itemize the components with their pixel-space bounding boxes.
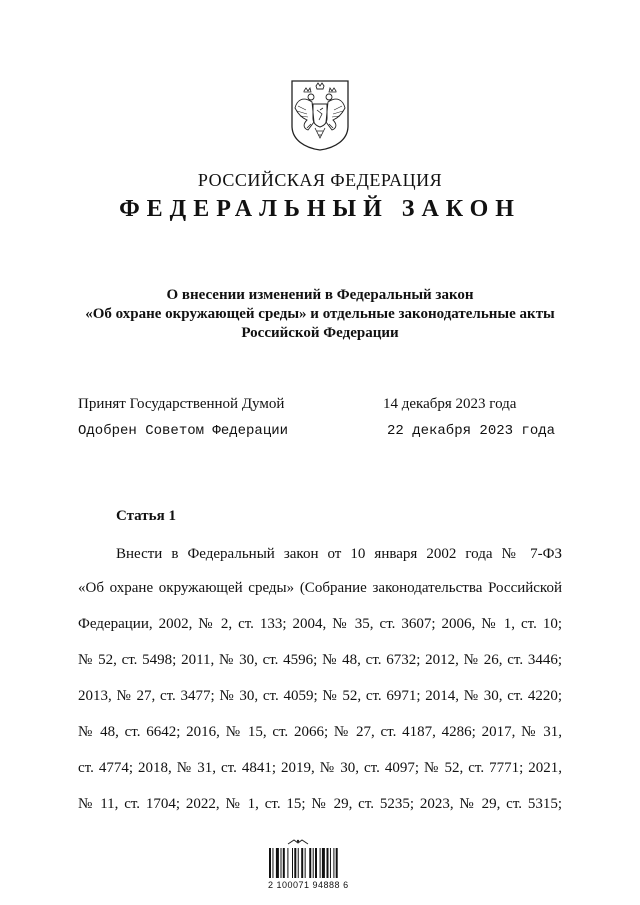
barcode-bar bbox=[327, 848, 329, 878]
barcode-bar bbox=[281, 848, 282, 878]
barcode-bar bbox=[269, 848, 271, 878]
barcode-bar bbox=[287, 848, 288, 878]
duma-adoption-date: 14 декабря 2023 года bbox=[383, 396, 517, 412]
barcode-bar bbox=[309, 848, 311, 878]
article-text-line: 2013, № 27, ст. 3477; № 30, ст. 4059; № 52, ст. 6971; 2014, № 30, ст. 4220; bbox=[78, 688, 562, 704]
barcode-icon bbox=[268, 848, 370, 878]
barcode-bar bbox=[294, 848, 296, 878]
duma-adoption-label: Принят Государственной Думой bbox=[78, 396, 285, 412]
barcode-bar bbox=[298, 848, 299, 878]
barcode-bar bbox=[292, 848, 293, 878]
article-heading: Статья 1 bbox=[116, 508, 176, 524]
council-approval-label: Одобрен Советом Федерации bbox=[78, 423, 289, 439]
barcode-bar bbox=[283, 848, 285, 878]
country-name: РОССИЙСКАЯ ФЕДЕРАЦИЯ bbox=[197, 170, 443, 190]
law-subject-line: «Об охране окружающей среды» и отдельные законодательные акты bbox=[85, 306, 555, 322]
barcode-bar bbox=[330, 848, 331, 878]
law-subject-line: Российской Федерации bbox=[241, 325, 399, 341]
article-text-line: ст. 4774; 2018, № 31, ст. 4841; 2019, № 30, ст. 4097; № 52, ст. 7771; 2021, bbox=[78, 760, 562, 776]
law-subject-line: О внесении изменений в Федеральный закон bbox=[166, 287, 474, 303]
article-text-line: № 11, ст. 1704; 2022, № 1, ст. 15; № 29, ст. 5235; 2023, № 29, ст. 5315; bbox=[78, 796, 562, 812]
article-text-line: Федерации, 2002, № 2, ст. 133; 2004, № 35, ст. 3607; 2006, № 1, ст. 10; bbox=[78, 616, 562, 632]
article-text-line: «Об охране окружающей среды» (Собрание законодательства Российской bbox=[78, 580, 562, 596]
barcode-bar bbox=[301, 848, 303, 878]
article-text-line: № 48, ст. 6642; 2016, № 15, ст. 2066; № 27, ст. 4187, 4286; 2017, № 31, bbox=[78, 724, 562, 740]
law-subject bbox=[60, 286, 580, 343]
article-text-line: № 52, ст. 5498; 2011, № 30, ст. 4596; № 48, ст. 6732; 2012, № 26, ст. 3446; bbox=[78, 652, 562, 668]
barcode-bar bbox=[305, 848, 306, 878]
barcode-bar bbox=[320, 848, 321, 878]
barcode-bar bbox=[276, 848, 279, 878]
barcode-block bbox=[268, 838, 370, 894]
barcode-bar bbox=[315, 848, 317, 878]
eagle-mark-icon bbox=[286, 838, 310, 846]
article-text-line: Внести в Федеральный закон от 10 января 2002 года № 7-ФЗ bbox=[116, 546, 562, 562]
document-type: ФЕДЕРАЛЬНЫЙ ЗАКОН bbox=[119, 196, 521, 222]
barcode-number: 2 100071 94888 6 bbox=[268, 880, 349, 890]
council-approval-date: 22 декабря 2023 года bbox=[387, 423, 556, 439]
barcode-bar bbox=[322, 848, 325, 878]
barcode-bar bbox=[333, 848, 334, 878]
barcode-bar bbox=[272, 848, 273, 878]
barcode-bar bbox=[313, 848, 314, 878]
coat-of-arms-icon bbox=[289, 78, 351, 152]
barcode-bar bbox=[336, 848, 338, 878]
